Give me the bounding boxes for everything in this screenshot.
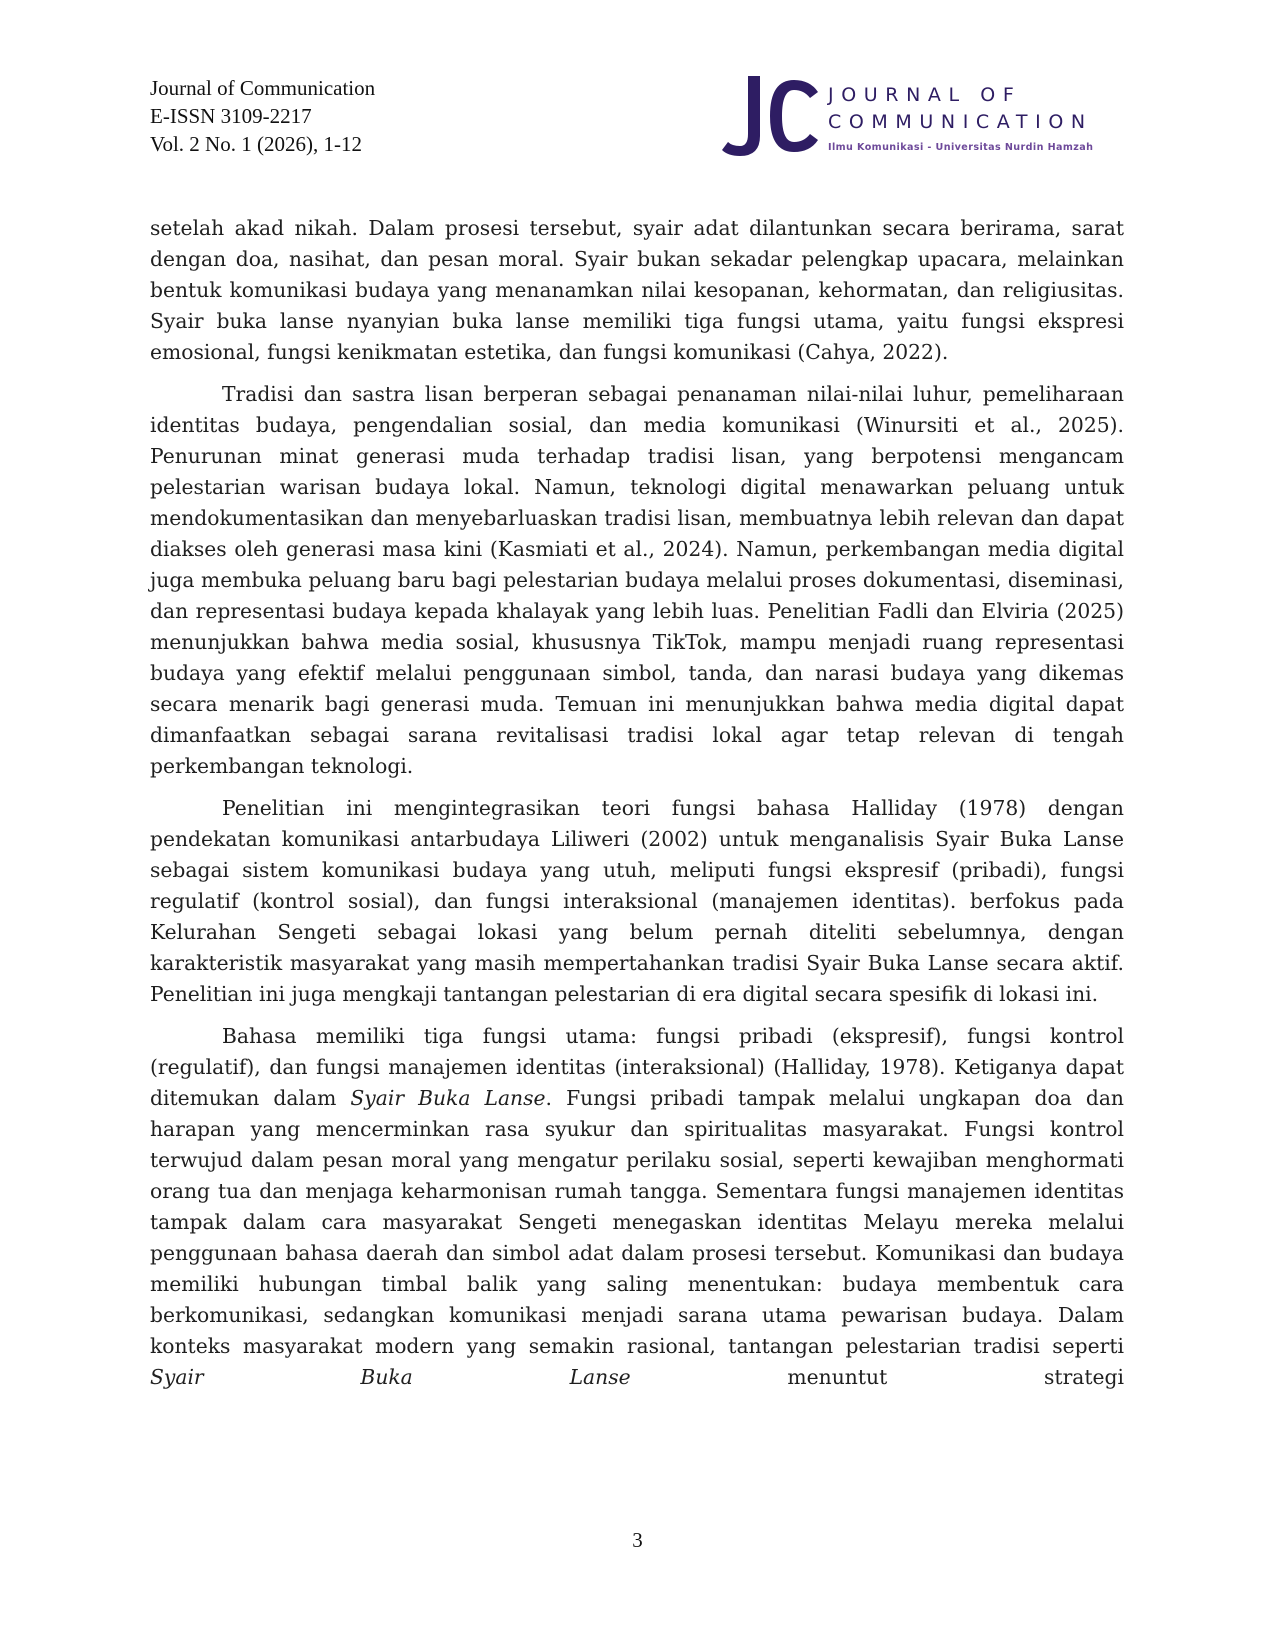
journal-logo bbox=[720, 70, 1125, 165]
journal-volume: Vol. 2 No. 1 (2026), 1-12 bbox=[150, 132, 362, 156]
paragraph-1: setelah akad nikah. Dalam prosesi tersebut, syair adat dilantunkan secara berirama, sarat dengan doa, nasihat, dan pesan moral. Syair bukan sekadar pelengkap upacara, melainkan bentuk komunikasi budaya yang menanamkan nilai kesopanan, kehormatan, dan religiusitas. Syair buka lanse nyanyian buka lanse memiliki tiga fungsi utama, yaitu fungsi ekspresi emosional, fungsi kenikmatan estetika, dan fungsi komunikasi (Cahya, 2022). bbox=[150, 216, 1124, 364]
jc-monogram-icon bbox=[720, 70, 830, 165]
logo-title-line2: COMMUNICATION bbox=[828, 111, 1093, 133]
logo-subtitle: Ilmu Komunikasi - Universitas Nurdin Hamzah bbox=[828, 142, 1094, 153]
journal-header bbox=[150, 74, 375, 158]
paragraph-2: Tradisi dan sastra lisan berperan sebagai penanaman nilai-nilai luhur, pemeliharaan identitas budaya, pengendalian sosial, dan media komunikasi (Winursiti et al., 2025). Penurunan minat generasi muda terhadap tradisi lisan, yang berpotensi mengancam pelestarian warisan budaya lokal. Namun, teknologi digital menawarkan peluang untuk mendokumentasikan dan menyebarluaskan tradisi lisan, membuatnya lebih relevan dan dapat diakses oleh generasi masa kini (Kasmiati et al., 2024). Namun, perkembangan media digital juga membuka peluang baru bagi pelestarian budaya melalui proses dokumentasi, diseminasi, dan representasi budaya kepada khalayak yang lebih luas. Penelitian Fadli dan Elviria (2025) menunjukkan bahwa media sosial, khususnya TikTok, mampu menjadi ruang representasi budaya yang efektif melalui penggunaan simbol, tanda, dan narasi budaya yang dikemas secara menarik bagi generasi muda. Temuan ini menunjukkan bahwa media digital dapat dimanfaatkan sebagai sarana revitalisasi tradisi lokal agar tetap relevan di tengah perkembangan teknologi. bbox=[150, 382, 1124, 778]
logo-title bbox=[828, 82, 1118, 136]
journal-name: Journal of Communication bbox=[150, 76, 376, 100]
paragraph-4-italic-2: Syair Buka Lanse bbox=[150, 1365, 631, 1389]
paragraph-4-italic-1: Syair Buka Lanse bbox=[350, 1086, 546, 1110]
logo-title-line1: JOURNAL OF bbox=[828, 84, 1022, 106]
article-body bbox=[150, 213, 1124, 1393]
journal-issn: E-ISSN 3109-2217 bbox=[150, 104, 312, 128]
paragraph-4 bbox=[150, 1021, 1124, 1393]
paragraph-4-text-1: Bahasa memiliki tiga fungsi utama: fungsi pribadi (ekspresif), fungsi kontrol (regulatif), dan fungsi manajemen identitas (interaksional) (Halliday, 1978). Ketiganya dapat ditemukan dalam bbox=[150, 1024, 1124, 1110]
paragraph-4-text-3: menuntut strategi bbox=[630, 1365, 1124, 1389]
paragraph-4-text-2: . Fungsi pribadi tampak melalui ungkapan doa dan harapan yang mencerminkan rasa syukur dan spiritualitas masyarakat. Fungsi kontrol terwujud dalam pesan moral yang mengatur perilaku sosial, seperti kewajiban menghormati orang tua dan menjaga keharmonisan rumah tangga. Sementara fungsi manajemen identitas tampak dalam cara masyarakat Sengeti menegaskan identitas Melayu mereka melalui penggunaan bahasa daerah dan simbol adat dalam prosesi tersebut. Komunikasi dan budaya memiliki hubungan timbal balik yang saling menentukan: budaya membentuk cara berkomunikasi, sedangkan komunikasi menjadi sarana utama pewarisan budaya. Dalam konteks masyarakat modern yang semakin rasional, tantangan pelestarian tradisi seperti bbox=[150, 1086, 1124, 1358]
paragraph-3: Penelitian ini mengintegrasikan teori fungsi bahasa Halliday (1978) dengan pendekatan komunikasi antarbudaya Liliweri (2002) untuk menganalisis Syair Buka Lanse sebagai sistem komunikasi budaya yang utuh, meliputi fungsi ekspresif (pribadi), fungsi regulatif (kontrol sosial), dan fungsi interaksional (manajemen identitas). berfokus pada Kelurahan Sengeti sebagai lokasi yang belum pernah diteliti sebelumnya, dengan karakteristik masyarakat yang masih mempertahankan tradisi Syair Buka Lanse secara aktif. Penelitian ini juga mengkaji tantangan pelestarian di era digital secara spesifik di lokasi ini. bbox=[150, 796, 1124, 1006]
page-number: 3 bbox=[632, 1528, 643, 1552]
